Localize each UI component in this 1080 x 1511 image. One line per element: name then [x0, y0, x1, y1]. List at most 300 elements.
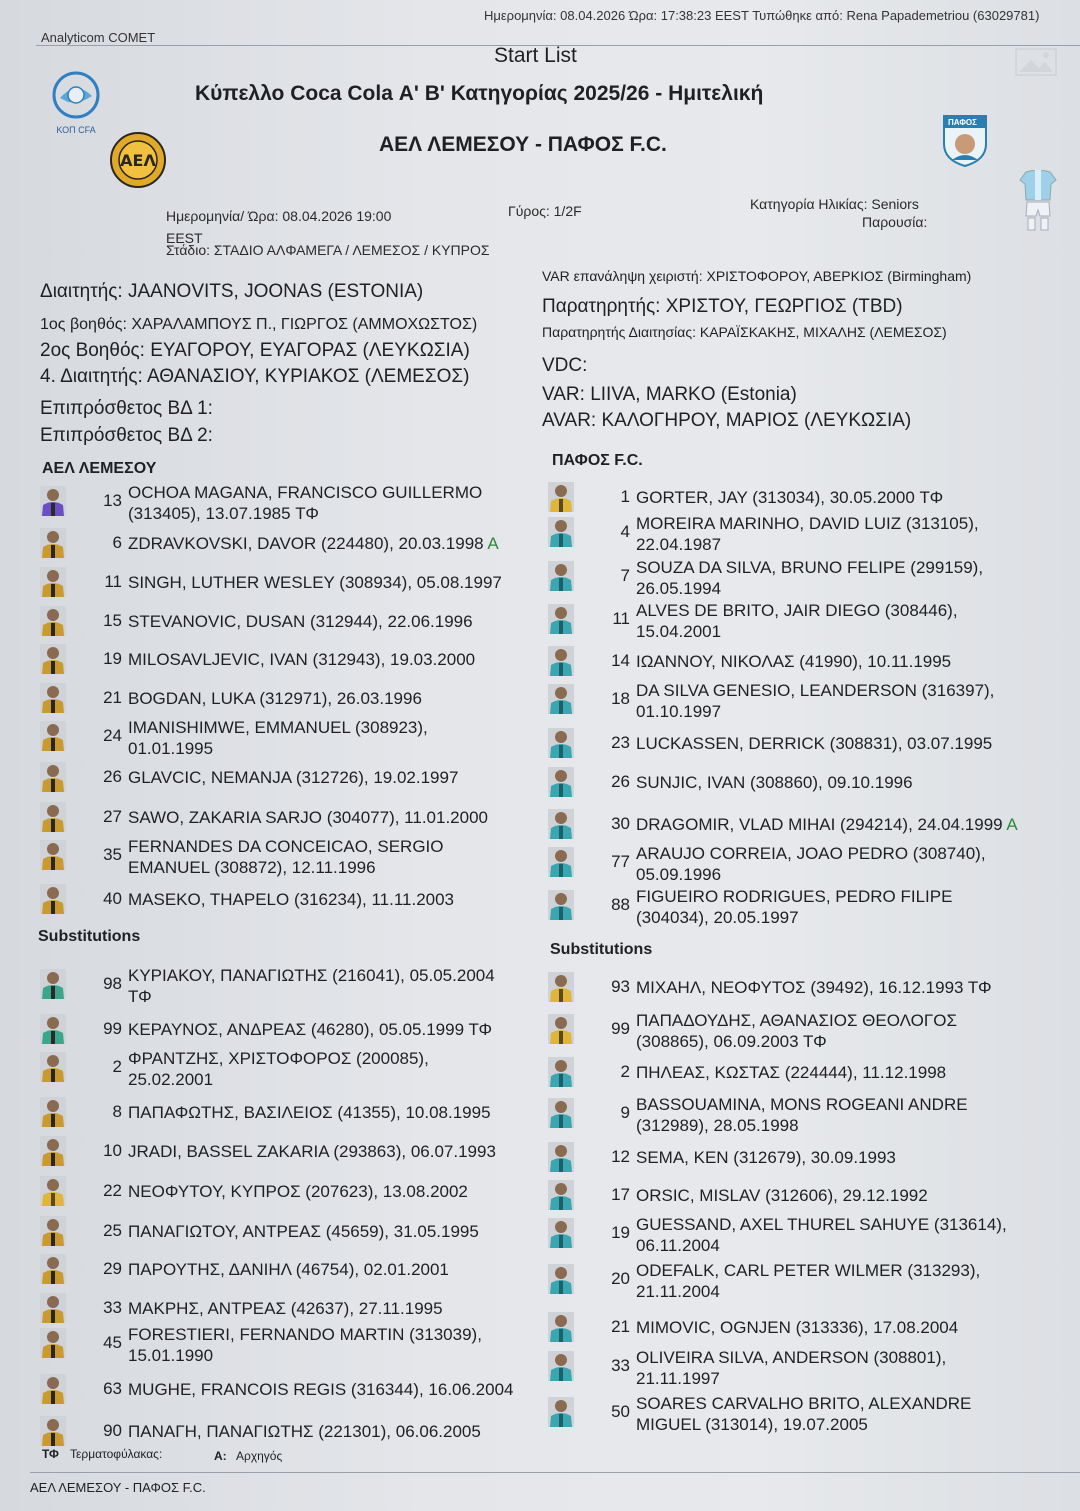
player-number: 8 — [112, 1102, 122, 1121]
player-number: 11 — [612, 609, 630, 628]
player-text — [636, 814, 1018, 835]
player-name-line: MOREIRA MARINHO, DAVID LUIZ (313105), — [636, 514, 979, 533]
player-name-line: ΠΗΛΕΑΣ, ΚΩΣΤΑΣ (224444), 11.12.1998 — [636, 1063, 947, 1082]
player-number: 14 — [611, 651, 630, 670]
player-text — [636, 1185, 928, 1206]
player-number: 93 — [611, 977, 630, 996]
player-detail-line: 26.05.1994 — [636, 579, 722, 598]
official-line: VDC: — [542, 355, 588, 376]
player-photo-icon — [548, 1098, 574, 1128]
player-photo-icon — [548, 646, 574, 676]
player-row — [40, 1093, 520, 1133]
player-photo — [548, 1057, 574, 1087]
match-stadium-row — [166, 242, 490, 258]
player-photo-icon — [548, 517, 574, 547]
svg-text:ΑΕΛ: ΑΕΛ — [120, 151, 156, 170]
player-row — [40, 1048, 520, 1088]
player-number: 10 — [103, 1141, 122, 1160]
player-photo-icon — [548, 1312, 574, 1342]
player-photo-icon — [40, 762, 66, 792]
player-photo — [548, 847, 574, 877]
player-number: 88 — [611, 895, 630, 914]
player-name-line: ΙΩΑΝΝΟΥ, ΝΙΚΟΛΑΣ (41990), 10.11.1995 — [636, 652, 952, 671]
player-name-line: ΠΑΠΑΔΟΥΔΗΣ, ΑΘΑΝΑΣΙΟΣ ΘΕΟΛΟΓΟΣ — [636, 1011, 957, 1030]
player-name-line: SEMA, KEN (312679), 30.09.1993 — [636, 1148, 896, 1167]
player-row — [548, 478, 1028, 518]
player-photo-icon — [548, 972, 574, 1002]
player-name-line: ODEFALK, CARL PETER WILMER (313293), — [636, 1261, 981, 1280]
player-text — [128, 688, 422, 709]
player-row — [548, 1094, 1028, 1134]
player-text — [636, 772, 913, 793]
player-photo — [40, 884, 66, 914]
player-text — [128, 1298, 443, 1319]
player-photo — [40, 1328, 66, 1358]
player-text — [636, 886, 952, 928]
player-photo — [548, 1180, 574, 1210]
player-number: 22 — [103, 1181, 122, 1200]
player-photo — [548, 728, 574, 758]
player-row — [40, 758, 520, 798]
player-number: 12 — [611, 1147, 630, 1166]
player-text — [128, 1379, 514, 1400]
player-detail-line: 05.09.1996 — [636, 865, 722, 884]
player-row — [548, 805, 1028, 845]
player-text — [636, 1062, 946, 1083]
player-photo — [548, 809, 574, 839]
player-row — [40, 1172, 520, 1212]
player-row — [40, 524, 520, 564]
player-name-line: STEVANOVIC, DUSAN (312944), 22.06.1996 — [128, 612, 473, 631]
away-subs-heading: Substitutions — [550, 941, 653, 958]
player-number: 25 — [103, 1221, 122, 1240]
player-name-line: DRAGOMIR, VLAD MIHAI (294214), 24.04.1999 — [636, 815, 1007, 834]
player-photo-icon — [40, 1293, 66, 1323]
player-text — [636, 557, 983, 599]
player-detail-line: ΤΦ — [128, 987, 152, 1006]
legend-cap-label: Αρχηγός — [236, 1449, 283, 1463]
player-photo-icon — [40, 1374, 66, 1404]
player-number: 20 — [611, 1269, 630, 1288]
player-photo-icon — [40, 1328, 66, 1358]
player-number: 23 — [611, 733, 630, 752]
player-photo-icon — [40, 567, 66, 597]
player-photo-icon — [40, 1254, 66, 1284]
player-text — [636, 1347, 946, 1389]
player-number: 29 — [103, 1259, 122, 1278]
player-number: 18 — [611, 689, 630, 708]
player-row — [548, 680, 1028, 720]
player-photo — [548, 561, 574, 591]
player-text — [128, 1324, 482, 1366]
match-title: ΑΕΛ ΛΕΜΕΣΟΥ - ΠΑΦΟΣ F.C. — [379, 133, 667, 156]
player-photo — [40, 1176, 66, 1206]
player-detail-line: EMANUEL (308872), 12.11.1996 — [128, 858, 376, 877]
player-name-line: BASSOUAMINA, MONS ROGEANI ANDRE — [636, 1095, 968, 1114]
player-number: 24 — [103, 726, 122, 745]
player-name-line: LUCKASSEN, DERRICK (308831), 03.07.1995 — [636, 734, 993, 753]
home-team-name: ΑΕΛ ΛΕΜΕΣΟΥ — [42, 460, 157, 477]
player-name-line: SOARES CARVALHO BRITO, ALEXANDRE — [636, 1394, 972, 1413]
player-photo — [40, 683, 66, 713]
player-photo — [548, 1014, 574, 1044]
player-name-line: MIMOVIC, OGNJEN (313336), 17.08.2004 — [636, 1318, 959, 1337]
player-name-line: ΠΑΝΑΓΗ, ΠΑΝΑΓΙΩΤΗΣ (221301), 06.06.2005 — [128, 1422, 481, 1441]
player-row — [548, 763, 1028, 803]
player-photo — [40, 486, 66, 516]
player-row — [548, 886, 1028, 926]
player-text — [636, 1393, 971, 1435]
player-row — [548, 1138, 1028, 1178]
player-photo-icon — [40, 969, 66, 999]
player-photo — [40, 1136, 66, 1166]
player-number: 6 — [112, 533, 122, 552]
doc-title: Start List — [494, 44, 577, 67]
player-name-line: ΜΑΚΡΗΣ, ΑΝΤΡΕΑΣ (42637), 27.11.1995 — [128, 1299, 443, 1318]
player-photo-icon — [548, 1014, 574, 1044]
player-photo — [40, 1216, 66, 1246]
federation-logo — [50, 70, 102, 135]
player-number: 35 — [103, 845, 122, 864]
player-number: 15 — [103, 611, 122, 630]
player-detail-line: 25.02.2001 — [128, 1070, 214, 1089]
player-number: 19 — [611, 1223, 630, 1242]
player-photo — [40, 1416, 66, 1446]
player-name-line: SAWO, ZAKARIA SARJO (304077), 11.01.2000 — [128, 808, 489, 827]
player-number: 40 — [103, 889, 122, 908]
official-line: 2ος Βοηθός: ΕΥΑΓΟΡΟΥ, ΕΥΑΓΟΡΑΣ (ΛΕΥΚΩΣΙΑ) — [40, 340, 470, 361]
player-text — [636, 1094, 968, 1136]
player-row — [40, 1412, 520, 1452]
player-detail-line: MIGUEL (313014), 19.07.2005 — [636, 1415, 868, 1434]
player-detail-line: (304034), 20.05.1997 — [636, 908, 799, 927]
player-name-line: SUNJIC, IVAN (308860), 09.10.1996 — [636, 773, 913, 792]
player-name-line: BOGDAN, LUKA (312971), 26.03.1996 — [128, 689, 422, 708]
player-row — [548, 1214, 1028, 1254]
player-photo-icon — [40, 884, 66, 914]
player-photo — [548, 646, 574, 676]
player-photo — [40, 840, 66, 870]
player-name-line: OLIVEIRA SILVA, ANDERSON (308801), — [636, 1348, 947, 1367]
ael-crest-icon — [110, 132, 166, 188]
player-text — [636, 680, 994, 722]
player-detail-line: 22.04.1987 — [636, 535, 722, 554]
player-photo — [548, 972, 574, 1002]
player-number: 30 — [611, 814, 630, 833]
player-text — [636, 600, 958, 642]
competition-title: Κύπελλο Coca Cola Α' Β' Κατηγορίας 2025/26 - Ημιτελική — [195, 82, 764, 105]
footer-divider — [30, 1472, 1080, 1473]
player-text — [128, 965, 495, 1007]
captain-badge: A — [487, 534, 499, 553]
player-name-line: FIGUEIRO RODRIGUES, PEDRO FILIPE — [636, 887, 953, 906]
player-number: 13 — [103, 491, 122, 510]
player-photo-icon — [40, 644, 66, 674]
player-photo-icon — [548, 1264, 574, 1294]
player-photo-icon — [40, 840, 66, 870]
player-photo — [40, 1014, 66, 1044]
legend-gk-key: ΤΦ — [42, 1447, 59, 1461]
player-photo-icon — [548, 767, 574, 797]
player-number: 77 — [611, 852, 630, 871]
player-name-line: IMANISHIMWE, EMMANUEL (308923), — [128, 718, 428, 737]
player-photo — [548, 1312, 574, 1342]
player-photo-icon — [40, 486, 66, 516]
player-name-line: ALVES DE BRITO, JAIR DIEGO (308446), — [636, 601, 958, 620]
player-row — [40, 1250, 520, 1290]
player-photo — [40, 1097, 66, 1127]
player-photo — [40, 1293, 66, 1323]
player-text — [128, 1019, 492, 1040]
image-placeholder-icon — [1015, 48, 1057, 81]
player-photo-icon — [548, 604, 574, 634]
player-number: 17 — [611, 1185, 630, 1204]
legend-cap-key: A: — [214, 1449, 227, 1463]
player-text — [636, 1317, 958, 1338]
player-row — [40, 640, 520, 680]
player-photo-icon — [548, 482, 574, 512]
player-photo-icon — [40, 528, 66, 558]
player-number: 63 — [103, 1379, 122, 1398]
official-line: VAR επανάληψη χειριστή: ΧΡΙΣΤΟΦΟΡΟΥ, ΑΒΕΡΚΙΟΣ (Birmingham) — [542, 268, 972, 284]
match-datetime: Ημερομηνία/ Ώρα: 08.04.2026 19:00 — [166, 208, 392, 224]
player-text — [128, 533, 499, 554]
match-timezone: EEST — [166, 230, 203, 246]
player-row — [548, 1347, 1028, 1387]
player-photo — [40, 528, 66, 558]
player-photo-icon — [40, 802, 66, 832]
player-detail-line: 15.04.2001 — [636, 622, 722, 641]
player-row — [548, 557, 1028, 597]
player-photo — [548, 1098, 574, 1128]
player-text — [636, 843, 986, 885]
player-photo — [40, 1052, 66, 1082]
player-photo — [40, 762, 66, 792]
player-number: 45 — [103, 1333, 122, 1352]
match-stadium: Στάδιο: ΣΤΑΔΙΟ ΑΛΦΑΜΕΓΑ / ΛΕΜΕΣΟΣ / ΚΥΠΡΟΣ — [166, 242, 490, 258]
player-name-line: GUESSAND, AXEL THUREL SAHUYE (313614), — [636, 1215, 1007, 1234]
player-photo-icon — [548, 1397, 574, 1427]
print-info: Ημερομηνία: 08.04.2026 Ώρα: 17:38:23 EEST Τυπώθηκε από: Rena Papademetriou (63029781) — [484, 8, 1040, 23]
player-photo-icon — [40, 1097, 66, 1127]
player-photo-icon — [40, 1052, 66, 1082]
player-name-line: MILOSAVLJEVIC, IVAN (312943), 19.03.2000 — [128, 650, 476, 669]
player-number: 33 — [611, 1356, 630, 1375]
player-number: 4 — [620, 522, 630, 541]
away-logo-text: ΠΑΦΟΣ — [948, 118, 977, 127]
away-team-name: ΠΑΦΟΣ F.C. — [552, 452, 643, 469]
player-photo-icon — [548, 809, 574, 839]
player-number: 27 — [103, 807, 122, 826]
player-row — [548, 1393, 1028, 1433]
player-row — [40, 1010, 520, 1050]
player-row — [548, 642, 1028, 682]
player-text — [128, 889, 454, 910]
official-line: VAR: LIIVA, MARKO (Estonia) — [542, 384, 797, 405]
player-number: 11 — [104, 572, 122, 591]
official-line: Επιπρόσθετος ΒΔ 2: — [40, 425, 213, 446]
player-text — [636, 1214, 1007, 1256]
player-number: 2 — [112, 1057, 122, 1076]
player-name-line: FERNANDES DA CONCEICAO, SERGIO — [128, 837, 444, 856]
legend-gk-label: Τερματοφύλακας: — [70, 1447, 163, 1461]
player-number: 26 — [103, 767, 122, 786]
player-text — [128, 836, 444, 878]
player-row — [40, 563, 520, 603]
official-line: AVAR: ΚΑΛΟΓΗΡΟΥ, ΜΑΡΙΟΣ (ΛΕΥΚΩΣΙΑ) — [542, 410, 912, 431]
player-photo-icon — [548, 728, 574, 758]
player-text — [128, 807, 488, 828]
player-photo-icon — [548, 1218, 574, 1248]
federation-logo-text: ΚΟΠ CFA — [56, 125, 96, 135]
player-text — [128, 649, 475, 670]
player-photo — [548, 1218, 574, 1248]
player-name-line: ΠΑΡΟΥΤΗΣ, ΔΑΝΙΗΛ (46754), 02.01.2001 — [128, 1260, 449, 1279]
player-text — [128, 1421, 481, 1442]
player-row — [40, 1370, 520, 1410]
player-text — [128, 1102, 491, 1123]
official-line: Παρατηρητής: ΧΡΙΣΤΟΥ, ΓΕΩΡΓΙΟΣ (TBD) — [542, 296, 903, 317]
player-number: 19 — [103, 649, 122, 668]
player-photo — [40, 969, 66, 999]
player-name-line: OCHOA MAGANA, FRANCISCO GUILLERMO — [128, 483, 483, 502]
player-photo-icon — [40, 1136, 66, 1166]
player-text — [636, 977, 992, 998]
player-row — [548, 1260, 1028, 1300]
cfa-logo-icon — [50, 70, 102, 120]
player-row — [40, 679, 520, 719]
app-name: Analyticom COMET — [41, 30, 156, 45]
player-row — [40, 880, 520, 920]
player-row — [548, 1176, 1028, 1216]
player-text — [128, 1259, 449, 1280]
player-name-line: ΚΥΡΙΑΚΟΥ, ΠΑΝΑΓΙΩΤΗΣ (216041), 05.05.2004 — [128, 966, 495, 985]
player-photo-icon — [40, 1216, 66, 1246]
player-detail-line: 15.01.1990 — [128, 1346, 214, 1365]
player-text — [636, 1260, 980, 1302]
player-row — [40, 1132, 520, 1172]
home-subs-heading: Substitutions — [38, 928, 141, 945]
player-name-line: MUGHE, FRANCOIS REGIS (316344), 16.06.2004 — [128, 1380, 514, 1399]
player-photo — [548, 482, 574, 512]
player-text — [636, 733, 992, 754]
player-row — [548, 1053, 1028, 1093]
player-text — [128, 572, 502, 593]
official-line: Επιπρόσθετος ΒΔ 1: — [40, 398, 213, 419]
player-row — [548, 843, 1028, 883]
kit-icon — [1018, 170, 1058, 237]
player-photo — [548, 604, 574, 634]
player-number: 21 — [611, 1317, 630, 1336]
player-photo-icon — [548, 1142, 574, 1172]
player-photo-icon — [40, 721, 66, 751]
player-row — [40, 798, 520, 838]
player-photo — [548, 1351, 574, 1381]
player-detail-line: 21.11.2004 — [636, 1282, 720, 1301]
home-team-logo — [110, 132, 166, 193]
player-name-line: ARAUJO CORREIA, JOAO PEDRO (308740), — [636, 844, 986, 863]
player-number: 2 — [620, 1062, 630, 1081]
player-number: 99 — [611, 1019, 630, 1038]
player-detail-line: 01.01.1995 — [128, 739, 214, 758]
player-photo — [40, 721, 66, 751]
player-row — [548, 1308, 1028, 1348]
player-photo — [40, 802, 66, 832]
player-photo — [548, 767, 574, 797]
player-name-line: ΠΑΠΑΦΩΤΗΣ, ΒΑΣΙΛΕΙΟΣ (41355), 10.08.1995 — [128, 1103, 491, 1122]
player-text — [636, 1010, 957, 1052]
player-number: 7 — [620, 566, 630, 585]
player-text — [636, 1147, 896, 1168]
player-text — [128, 1141, 496, 1162]
captain-badge: A — [1006, 815, 1018, 834]
player-photo — [548, 890, 574, 920]
player-photo-icon — [40, 683, 66, 713]
player-name-line: SOUZA DA SILVA, BRUNO FELIPE (299159), — [636, 558, 984, 577]
player-number: 26 — [611, 772, 630, 791]
player-detail-line: 01.10.1997 — [636, 702, 722, 721]
player-photo — [40, 567, 66, 597]
player-name-line: JRADI, BASSEL ZAKARIA (293863), 06.07.1993 — [128, 1142, 496, 1161]
player-name-line: GORTER, JAY (313034), 30.05.2000 ΤΦ — [636, 488, 944, 507]
player-name-line: MASEKO, THAPELO (316234), 11.11.2003 — [128, 890, 455, 909]
player-row — [40, 1324, 520, 1364]
player-photo-icon — [548, 1351, 574, 1381]
player-row — [548, 600, 1028, 640]
player-photo-icon — [548, 561, 574, 591]
player-photo-icon — [40, 1176, 66, 1206]
player-photo-icon — [548, 1057, 574, 1087]
player-name-line: ZDRAVKOVSKI, DAVOR (224480), 20.03.1998 — [128, 534, 488, 553]
player-photo-icon — [548, 890, 574, 920]
player-name-line: ΦΡΑΝΤΖΗΣ, ΧΡΙΣΤΟΦΟΡΟΣ (200085), — [128, 1049, 429, 1068]
player-number: 90 — [103, 1421, 122, 1440]
player-photo — [40, 606, 66, 636]
player-number: 50 — [611, 1402, 630, 1421]
player-detail-line: (313405), 13.07.1985 ΤΦ — [128, 504, 319, 523]
player-text — [128, 767, 458, 788]
player-text — [636, 513, 979, 555]
player-row — [40, 717, 520, 757]
player-name-line: ΠΑΝΑΓΙΩΤΟΥ, ΑΝΤΡΕΑΣ (45659), 31.05.1995 — [128, 1222, 479, 1241]
official-line: Παρατηρητής Διαιτησίας: ΚΑΡΑΪΣΚΑΚΗΣ, ΜΙΧΑΛΗΣ (ΛΕΜΕΣΟΣ) — [542, 324, 947, 340]
player-text — [128, 482, 482, 524]
player-row — [548, 724, 1028, 764]
player-photo — [40, 644, 66, 674]
player-photo — [40, 1374, 66, 1404]
player-photo — [548, 684, 574, 714]
age-category: Κατηγορία Ηλικίας: Seniors — [750, 196, 919, 212]
player-detail-line: (308865), 06.09.2003 ΤΦ — [636, 1032, 827, 1051]
player-row — [548, 513, 1028, 553]
player-photo — [548, 517, 574, 547]
player-row — [40, 482, 520, 522]
player-name-line: ΝΕΟΦΥΤΟΥ, ΚΥΠΡΟΣ (207623), 13.08.2002 — [128, 1182, 468, 1201]
player-row — [40, 602, 520, 642]
player-row — [40, 836, 520, 876]
official-line: 1ος βοηθός: ΧΑΡΑΛΑΜΠΟΥΣ Π., ΓΙΩΡΓΟΣ (ΑΜΜΟΧΩΣΤΟΣ) — [40, 316, 478, 333]
player-number: 98 — [103, 974, 122, 993]
player-photo-icon — [40, 1416, 66, 1446]
footer-text: ΑΕΛ ΛΕΜΕΣΟΥ - ΠΑΦΟΣ F.C. — [30, 1480, 206, 1495]
attendance-label: Παρουσία: — [862, 214, 928, 230]
player-text — [636, 487, 943, 508]
player-row — [548, 968, 1028, 1008]
player-name-line: SINGH, LUTHER WESLEY (308934), 05.08.1997 — [128, 573, 502, 592]
player-photo — [548, 1264, 574, 1294]
official-line: Διαιτητής: JAANOVITS, JOONAS (ESTONIA) — [40, 281, 424, 302]
player-photo — [548, 1397, 574, 1427]
